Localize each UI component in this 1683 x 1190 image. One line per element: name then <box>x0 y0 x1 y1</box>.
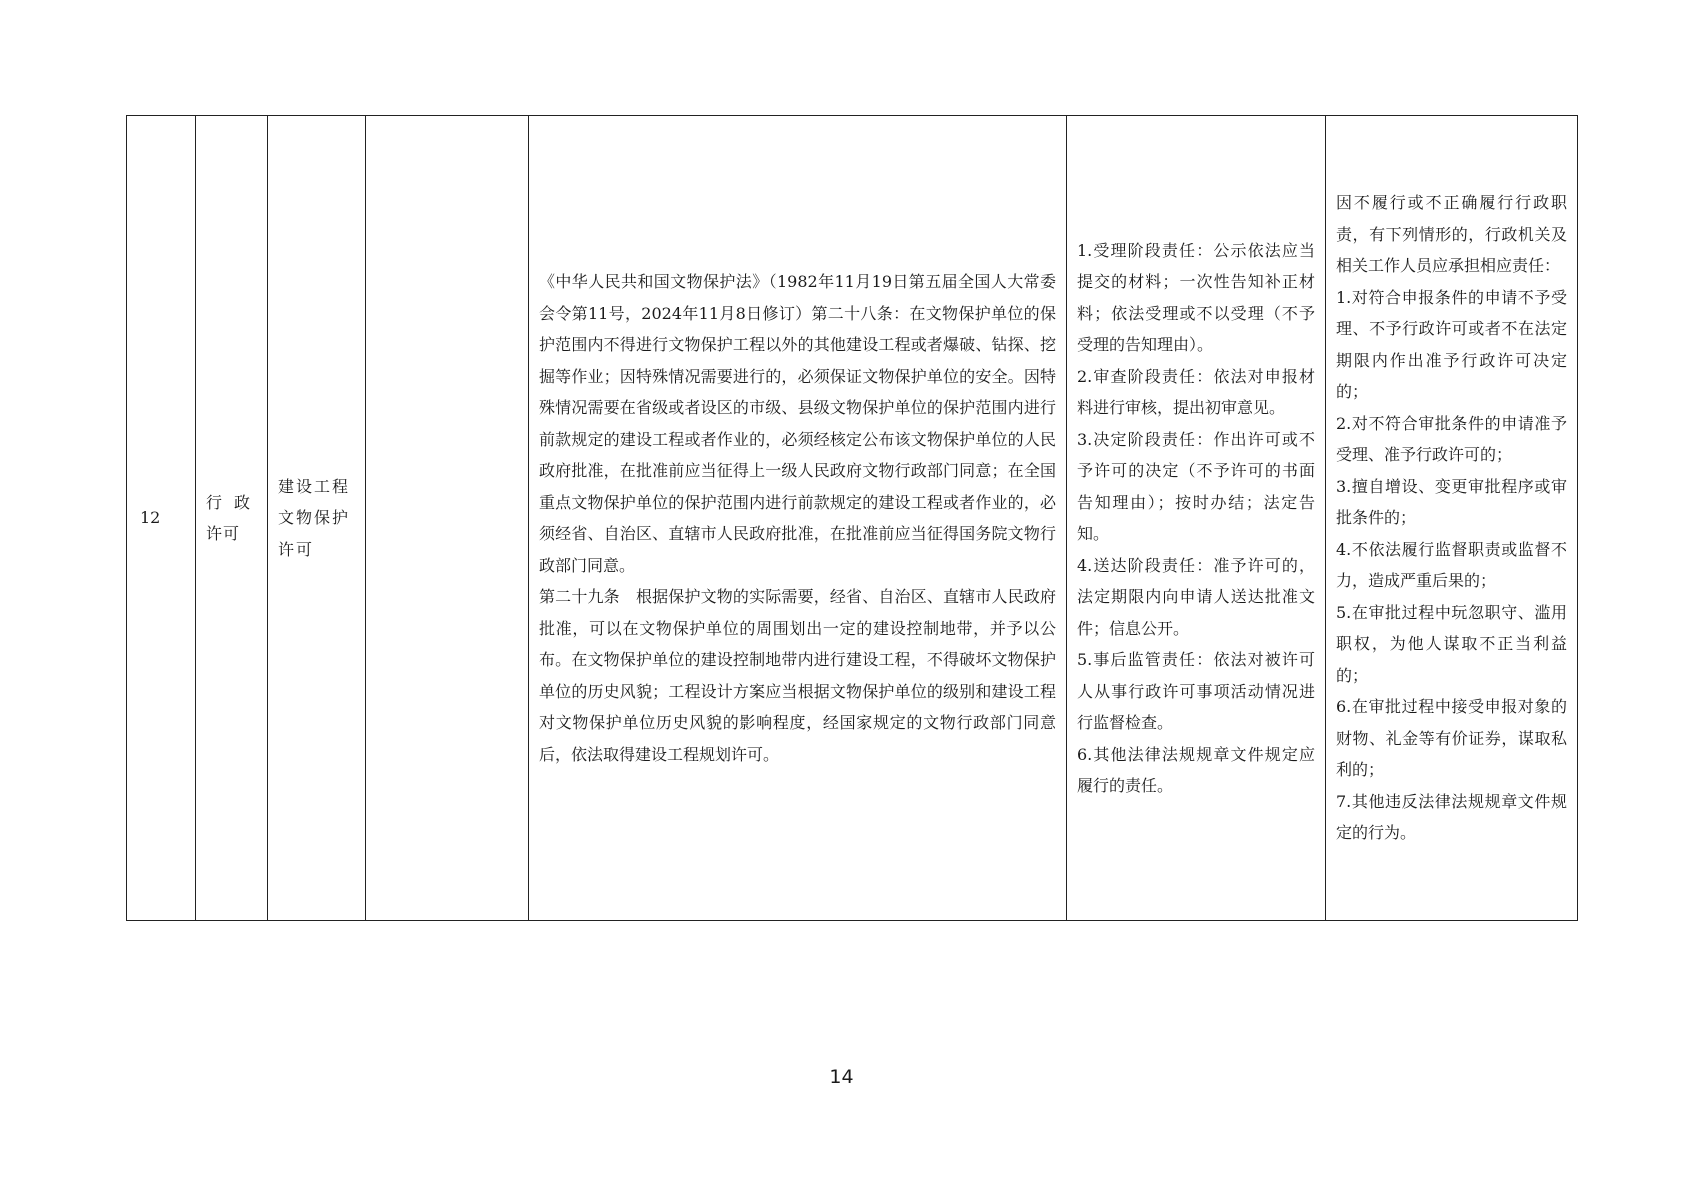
category-line-2: 许可 <box>206 524 241 543</box>
legal-basis-cell <box>529 116 1067 921</box>
responsibility-item: 2.审查阶段责任：依法对申报材料进行审核，提出初审意见。 <box>1077 366 1315 417</box>
power-list-table <box>126 115 1578 921</box>
legal-basis-paragraph: 第二十九条 根据保护文物的实际需要，经省、自治区、直辖市人民政府批准，可以在文物保护单位的周围划出一定的建设控制地带，并予以公布。在文物保护单位的建设控制地带内进行建设工程，不得破坏文物保护单位的历史风貌；工程设计方案应当根据文物保护单位的级别和建设工程对文物保护单位历史风貌的影响程度，经国家规定的文物行政部门同意后，依法取得建设工程规划许可。 <box>539 587 1056 764</box>
accountability-item: 5.在审批过程中玩忽职守、滥用职权，为他人谋取不正当利益的； <box>1336 602 1567 685</box>
accountability-item: 4.不依法履行监督职责或监督不力，造成严重后果的； <box>1336 539 1567 591</box>
accountability-item: 2.对不符合审批条件的申请准予受理、准予行政许可的； <box>1336 413 1567 465</box>
item-name-line: 建设工程 <box>278 476 351 496</box>
table-row <box>127 116 1578 921</box>
row-number: 12 <box>140 508 161 528</box>
responsibility-item: 3.决定阶段责任：作出许可或不予许可的决定（不予许可的书面告知理由）；按时办结；法定告知。 <box>1077 429 1315 543</box>
responsibility-cell <box>1067 116 1326 921</box>
responsibility-item: 5.事后监管责任：依法对被许可人从事行政许可事项活动情况进行监督检查。 <box>1077 650 1315 732</box>
accountability-cell <box>1326 116 1578 921</box>
legal-basis-paragraph: 《中华人民共和国文物保护法》（1982年11月19日第五届全国人大常委会令第11号，2024年11月8日修订）第二十八条：在文物保护单位的保护范围内不得进行文物保护工程以外的其他建设工程或者爆破、钻探、挖掘等作业；因特殊情况需要进行的，必须保证文物保护单位的安全。因特殊情况需要在省级或者设区的市级、县级文物保护单位的保护范围内进行前款规定的建设工程或者作业的，必须经核定公布该文物保护单位的人民政府批准，在批准前应当征得上一级人民政府文物行政部门同意；在全国重点文物保护单位的保护范围内进行前款规定的建设工程或者作业的，必须经省、自治区、直辖市人民政府批准，在批准前应当征得国务院文物行政部门同意。 <box>539 272 1056 575</box>
accountability-intro: 因不履行或不正确履行行政职责，有下列情形的，行政机关及相关工作人员应承担相应责任： <box>1336 193 1567 276</box>
accountability-item: 6.在审批过程中接受申报对象的财物、礼金等有价证券，谋取私利的； <box>1336 697 1567 780</box>
responsibility-item: 4.送达阶段责任：准予许可的，法定期限内向申请人送达批准文件；信息公开。 <box>1077 555 1315 638</box>
accountability-item: 3.擅自增设、变更审批程序或审批条件的； <box>1336 476 1567 528</box>
row-number-cell <box>127 116 196 921</box>
item-name-line: 文物保护 <box>278 508 351 528</box>
item-name-line: 许可 <box>278 539 315 559</box>
item-name-cell <box>268 116 366 921</box>
sub-item-cell <box>366 116 529 921</box>
responsibility-item: 6.其他法律法规规章文件规定应履行的责任。 <box>1077 744 1315 795</box>
category-cell <box>196 116 268 921</box>
page-number: 14 <box>829 1066 854 1088</box>
responsibility-item: 1.受理阶段责任：公示依法应当提交的材料；一次性告知补正材料；依法受理或不以受理（不予受理的告知理由）。 <box>1077 240 1315 354</box>
category-line-1: 行政 <box>206 492 263 512</box>
accountability-item: 1.对符合申报条件的申请不予受理、不予行政许可或者不在法定期限内作出准予行政许可决定的； <box>1336 287 1567 402</box>
accountability-item: 7.其他违反法律法规规章文件规定的行为。 <box>1336 791 1567 843</box>
